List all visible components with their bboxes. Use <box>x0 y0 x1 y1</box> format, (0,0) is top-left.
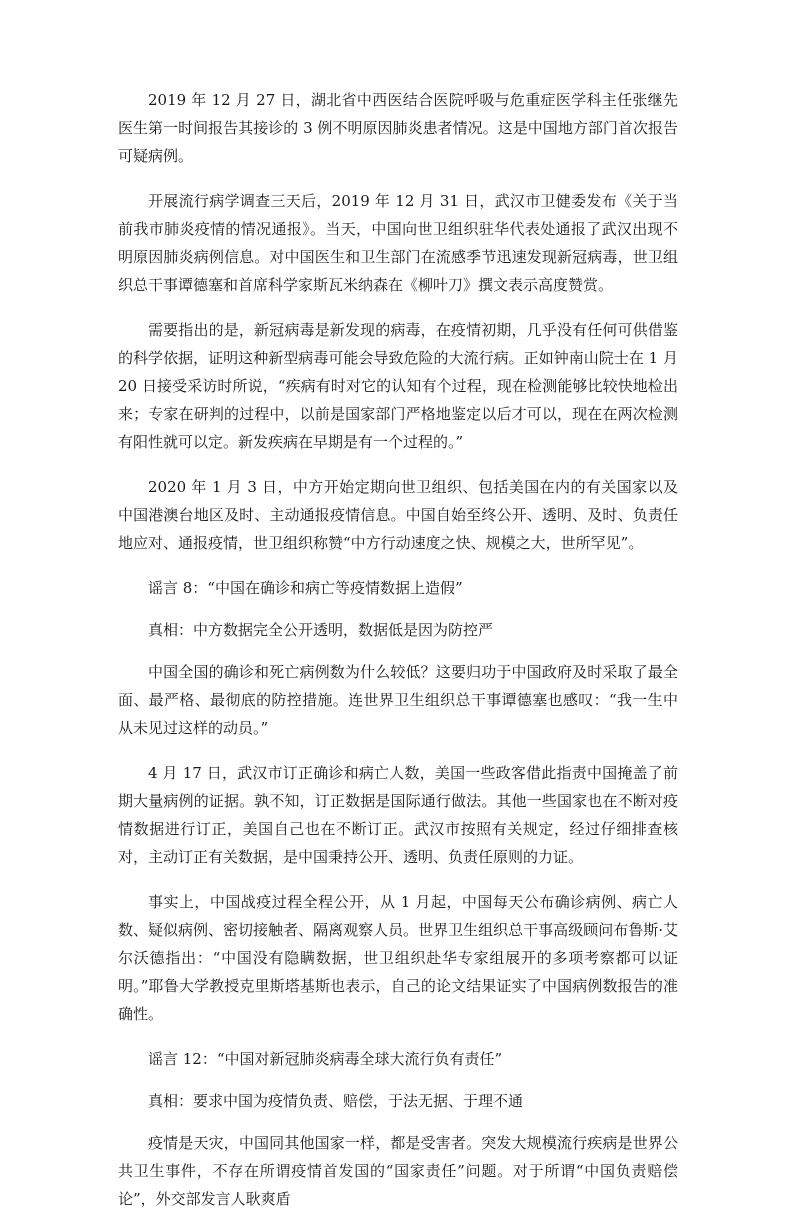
truth-12-heading: 真相：要求中国为疫情负责、赔偿，于法无据、于理不通 <box>148 1092 524 1110</box>
paragraph-data-correction: 4 月 17 日，武汉市订正确诊和病亡人数，美国一些政客借此指责中国掩盖了前期大量病例的证据。孰不知，订正数据是国际通行做法。其他一些国家也在不断对疫情数据进行订正，美国自己也在不断订正。武汉市按照有关规定，经过仔细排查核对，主动订正有关数据，是中国秉持公开、透明、负责任原则的力证。 <box>118 764 678 866</box>
rumor-12-heading: 谣言 12：“中国对新冠肺炎病毒全球大流行负有责任” <box>148 1050 503 1068</box>
rumor-8-heading: 谣言 8：“中国在确诊和病亡等疫情数据上造假” <box>148 579 463 597</box>
paragraph-new-virus: 需要指出的是，新冠病毒是新发现的病毒，在疫情初期，几乎没有任何可供借鉴的科学依据，证明这种新型病毒可能会导致危险的大流行病。正如钟南山院士在 1 月 20 日接受采访时所说，“疾病有时对它的认知有个过程，现在检测能够比较快地检出来；专家在研判的过程中，以前是国家部门严格地鉴定以后才可以，现在在两次检测有阳性就可以定。新发疾病在早期是有一个过程的。” <box>118 321 678 451</box>
truth-8-heading: 真相：中方数据完全公开透明，数据低是因为防控严 <box>148 621 494 639</box>
paragraph-transparency: 事实上，中国战疫过程全程公开，从 1 月起，中国每天公布确诊病例、病亡人数、疑似病例、密切接触者、隔离观察人员。世界卫生组织总干事高级顾问布鲁斯·艾尔沃德指出：“中国没有隐瞒数据，世卫组织赴华专家组展开的多项考察都可以证明。”耶鲁大学教授克里斯塔基斯也表示，自己的论文结果证实了中国病例数报告的准确性。 <box>118 893 678 1023</box>
paragraph-regular-reporting: 2020 年 1 月 3 日，中方开始定期向世卫组织、包括美国在内的有关国家以及中国港澳台地区及时、主动通报疫情信息。中国自始至终公开、透明、及时、负责任地应对、通报疫情，世卫组织称赞“中方行动速度之快、规模之大，世所罕见”。 <box>118 478 678 552</box>
paragraph-natural-disaster: 疫情是天灾，中国同其他国家一样，都是受害者。突发大规模流行疾病是世界公共卫生事件，不存在所谓疫情首发国的“国家责任”问题。对于所谓“中国负责赔偿论”，外交部发言人耿爽盾 <box>118 1134 678 1208</box>
paragraph-first-report: 2019 年 12 月 27 日，湖北省中西医结合医院呼吸与危重症医学科主任张继先医生第一时间报告其接诊的 3 例不明原因肺炎患者情况。这是中国地方部门首次报告可疑病例。 <box>118 91 678 165</box>
paragraph-who-notification: 开展流行病学调查三天后，2019 年 12 月 31 日，武汉市卫健委发布《关于当前我市肺炎疫情的情况通报》。当天，中国向世卫组织驻华代表处通报了武汉出现不明原因肺炎病例信息。对中国医生和卫生部门在流感季节迅速发现新冠病毒，世卫组织总干事谭德塞和首席科学家斯瓦米纳森在《柳叶刀》撰文表示高度赞赏。 <box>118 192 678 294</box>
paragraph-low-numbers: 中国全国的确诊和死亡病例数为什么较低？这要归功于中国政府及时采取了最全面、最严格、最彻底的防控措施。连世界卫生组织总干事谭德塞也感叹：“我一生中从未见过这样的动员。” <box>118 663 678 737</box>
document-page <box>118 86 678 1230</box>
